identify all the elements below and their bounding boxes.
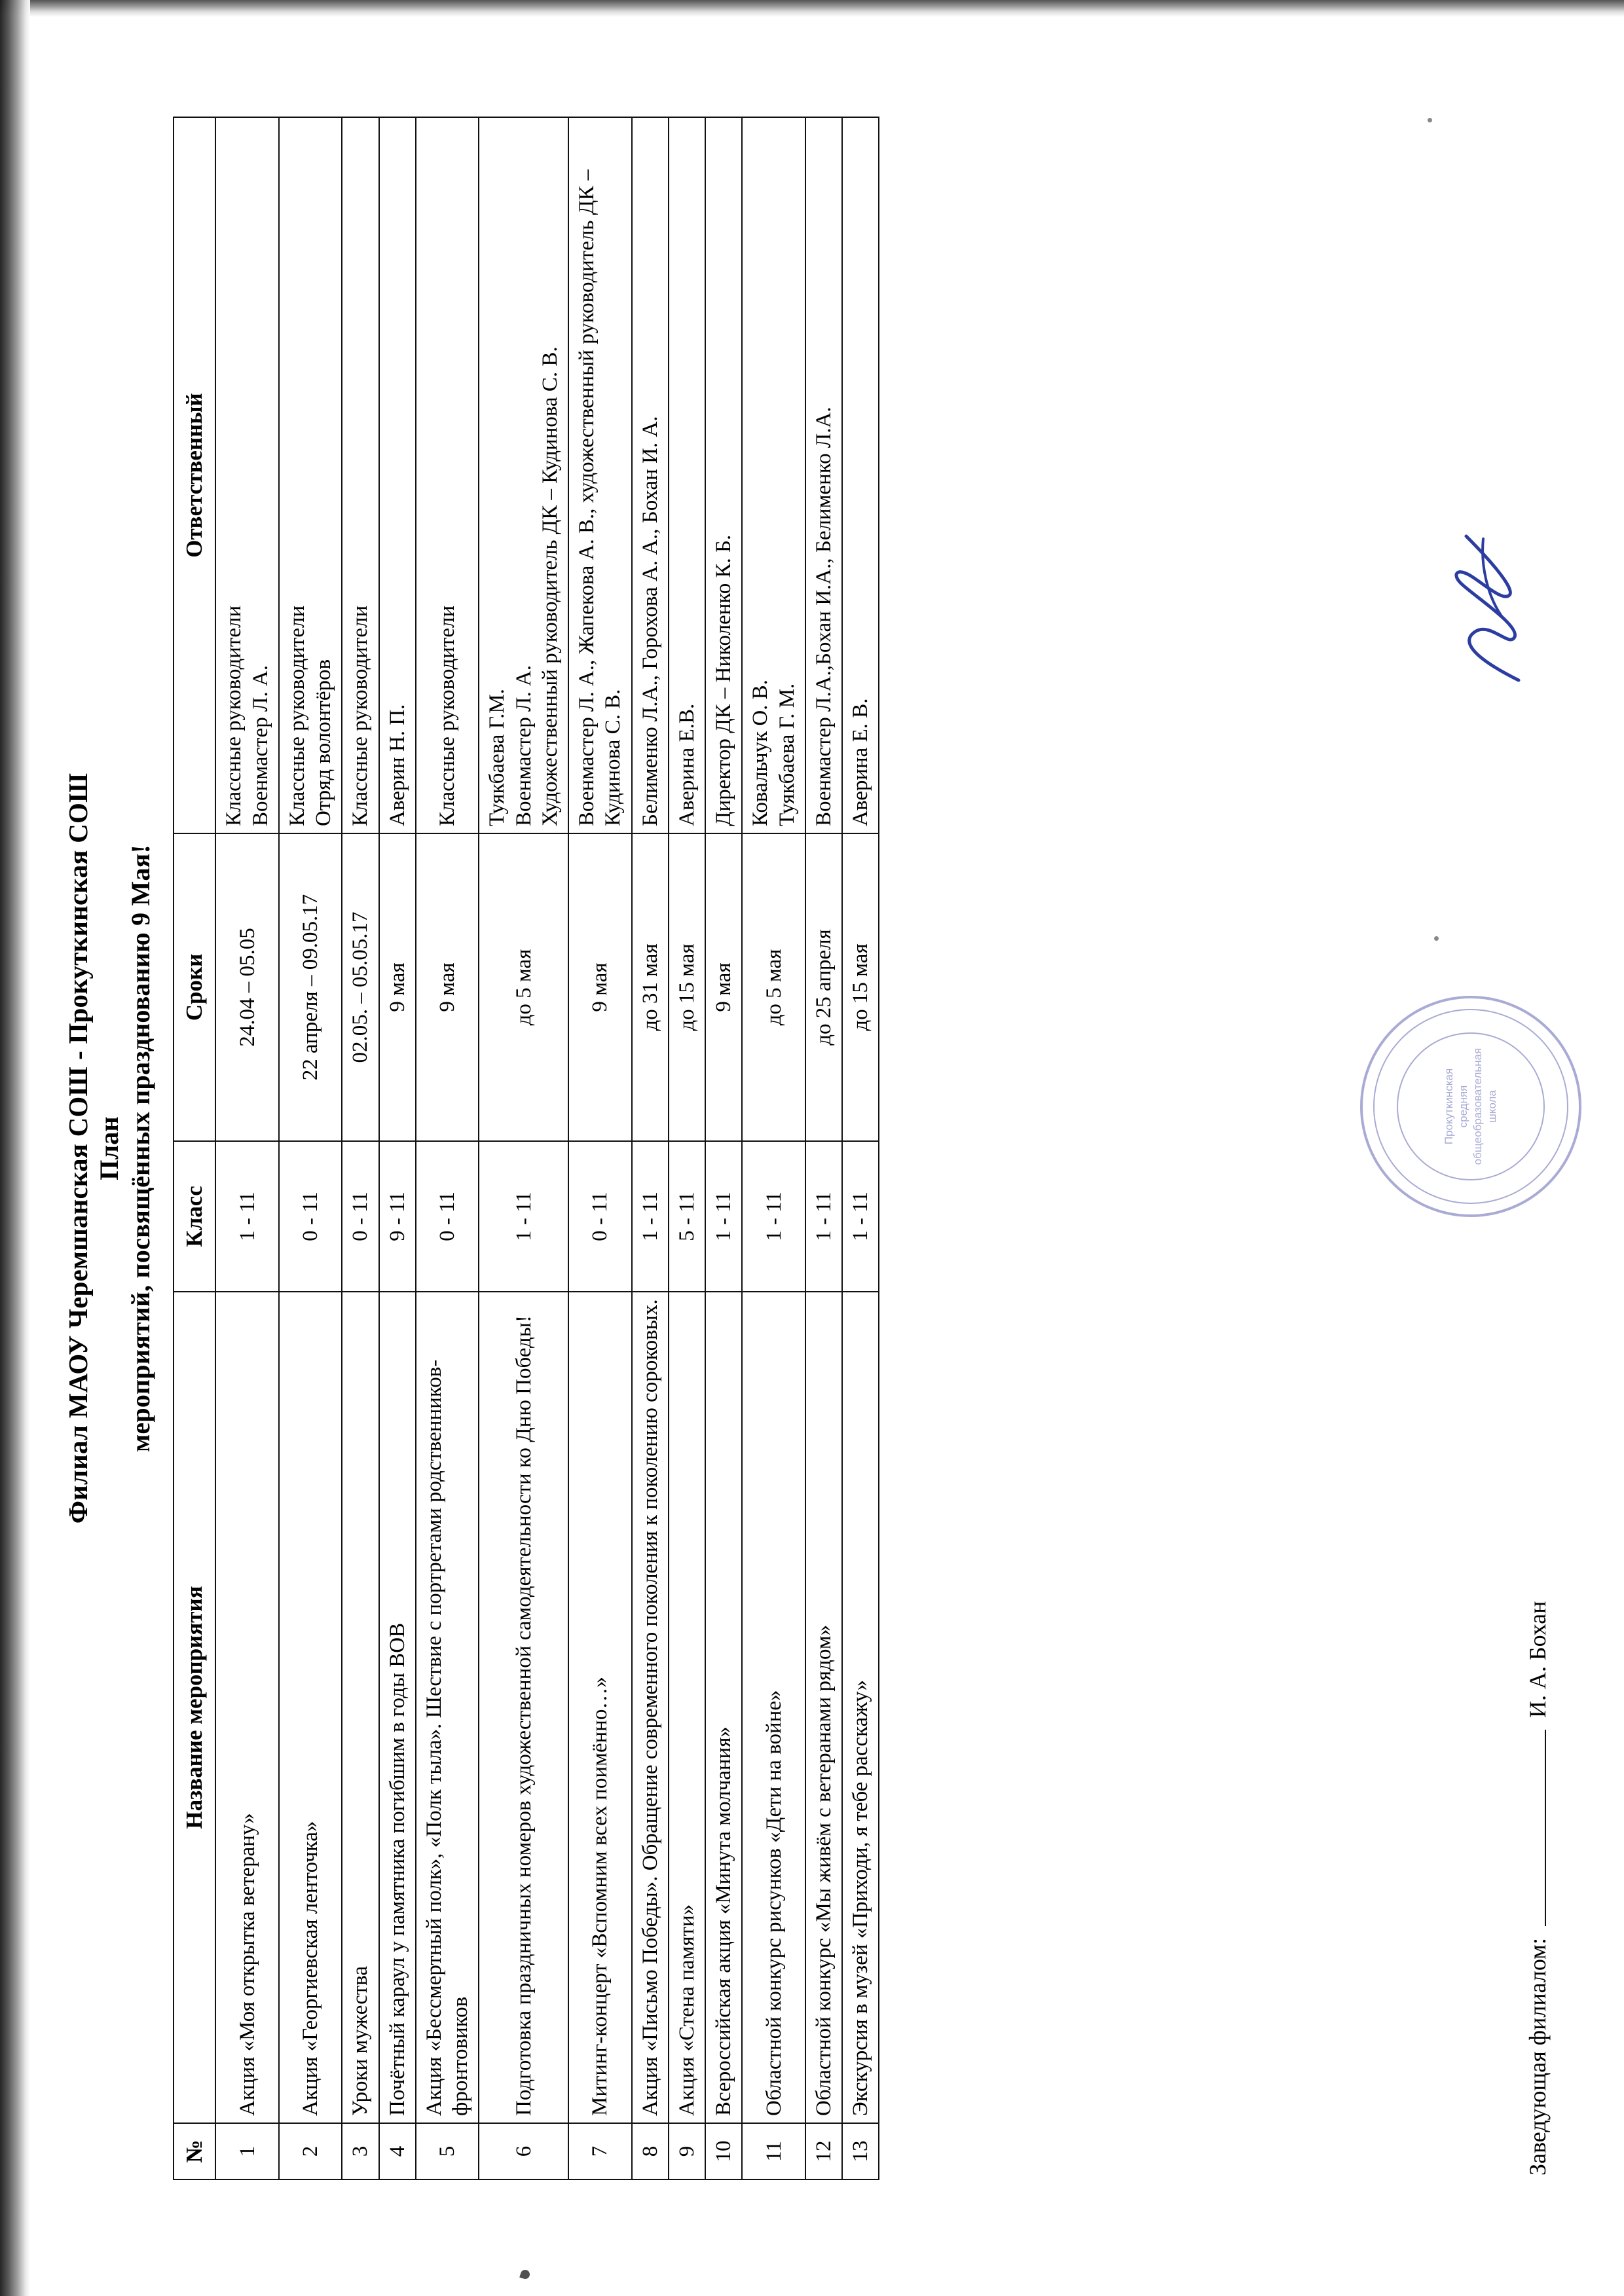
cell-name: Акция «Бессмертный полк», «Полк тыла». Шествие с портретами родственников-фронтовиков [416, 1292, 479, 2123]
table-body [215, 117, 879, 2179]
cell-name: Экскурсия в музей «Приходи, я тебе расскажу» [842, 1292, 879, 2123]
cell-class: 1 - 11 [842, 1141, 879, 1292]
column-header-dates: Сроки [174, 833, 216, 1141]
cell-dates: до 31 мая [632, 833, 669, 1141]
cell-num: 11 [742, 2123, 805, 2179]
signature-line [1544, 1730, 1546, 1926]
table-row [215, 117, 279, 2179]
cell-num: 6 [479, 2123, 568, 2179]
cell-class: 0 - 11 [279, 1141, 342, 1292]
cell-dates: 9 мая [379, 833, 416, 1141]
cell-responsible: Классные руководители Отряд волонтёров [279, 117, 342, 833]
cell-name: Акция «Стена памяти» [669, 1292, 705, 2123]
cell-name: Подготовка праздничных номеров художественной самодеятельности ко Дню Победы! [479, 1292, 568, 2123]
scan-speck-2 [1434, 936, 1439, 941]
cell-responsible: Классные руководители [342, 117, 378, 833]
table-row [742, 117, 805, 2179]
table-row [568, 117, 632, 2179]
heading-line-2: План [94, 1116, 124, 1180]
cell-dates: 02.05. – 05.05.17 [342, 833, 378, 1141]
scan-edge-left [0, 0, 30, 2296]
events-plan-table [173, 117, 880, 2180]
cell-responsible: Классные руководители Военмастер Л. А. [215, 117, 279, 833]
document-content [62, 58, 1588, 2238]
cell-num: 7 [568, 2123, 632, 2179]
cell-responsible: Аверин Н. П. [379, 117, 416, 833]
cell-num: 1 [215, 2123, 279, 2179]
heading-line-1: Филиал МАОУ Черемшанская СОШ - Прокуткинская СОШ [63, 773, 93, 1523]
cell-name: Областной конкурс рисунков «Дети на войне» [742, 1292, 805, 2123]
cell-responsible: Директор ДК – Николенко К. Б. [705, 117, 742, 833]
signature-row [1524, 58, 1551, 2238]
table-row [632, 117, 669, 2179]
cell-name: Областной конкурс «Мы живём с ветеранами рядом» [805, 1292, 842, 2123]
cell-class: 1 - 11 [479, 1141, 568, 1292]
cell-name: Акция «Моя открытка ветерану» [215, 1292, 279, 2123]
cell-class: 0 - 11 [568, 1141, 632, 1292]
cell-dates: до 5 мая [479, 833, 568, 1141]
cell-name: Митинг-концерт «Вспомним всех поимённо…» [568, 1292, 632, 2123]
rotated-document-body [49, 58, 1575, 2238]
cell-class: 0 - 11 [416, 1141, 479, 1292]
cell-dates: до 15 мая [669, 833, 705, 1141]
cell-responsible: Аверина Е. В. [842, 117, 879, 833]
document-heading [62, 58, 156, 2238]
cell-class: 9 - 11 [379, 1141, 416, 1292]
cell-responsible: Туякбаева Г.М. Военмастер Л. А. Художественный руководитель ДК – Кудинова С. В. [479, 117, 568, 833]
cell-responsible: Белименко Л.А., Горохова А. А., Бохан И. А. [632, 117, 669, 833]
cell-class: 1 - 11 [632, 1141, 669, 1292]
handwritten-signature [1447, 497, 1532, 693]
table-row [479, 117, 568, 2179]
cell-name: Акция «Письмо Победы». Обращение современного поколения к поколению сороковых. [632, 1292, 669, 2123]
scan-speck-1 [1428, 118, 1432, 122]
cell-num: 8 [632, 2123, 669, 2179]
scan-edge-top [0, 0, 1624, 17]
cell-num: 4 [379, 2123, 416, 2179]
cell-responsible: Аверина Е.В. [669, 117, 705, 833]
cell-dates: 9 мая [568, 833, 632, 1141]
cell-num: 12 [805, 2123, 842, 2179]
cell-dates: до 5 мая [742, 833, 805, 1141]
cell-class: 1 - 11 [742, 1141, 805, 1292]
cell-dates: до 25 апреля [805, 833, 842, 1141]
column-header-responsible: Ответственный [174, 117, 216, 833]
cell-responsible: Ковальчук О. В. Туякбаева Г. М. [742, 117, 805, 833]
column-header-number: № [174, 2123, 216, 2179]
cell-num: 5 [416, 2123, 479, 2179]
column-header-class: Класс [174, 1141, 216, 1292]
cell-num: 10 [705, 2123, 742, 2179]
cell-name: Уроки мужества [342, 1292, 378, 2123]
cell-dates: 9 мая [705, 833, 742, 1141]
heading-line-3: мероприятий, посвящённых празднованию 9 Мая! [125, 844, 155, 1452]
table-row [669, 117, 705, 2179]
cell-class: 1 - 11 [805, 1141, 842, 1292]
cell-num: 2 [279, 2123, 342, 2179]
table-row [279, 117, 342, 2179]
cell-num: 13 [842, 2123, 879, 2179]
table-row [379, 117, 416, 2179]
column-header-event-name: Название мероприятия [174, 1292, 216, 2123]
cell-class: 0 - 11 [342, 1141, 378, 1292]
table-row [842, 117, 879, 2179]
cell-num: 9 [669, 2123, 705, 2179]
cell-class: 1 - 11 [215, 1141, 279, 1292]
cell-responsible: Военмастер Л.А.,Бохан И.А., Белименко Л.А. [805, 117, 842, 833]
cell-name: Всероссийская акция «Минута молчания» [705, 1292, 742, 2123]
cell-responsible: Классные руководители [416, 117, 479, 833]
cell-responsible: Военмастер Л. А., Жапекова А. В., художественный руководитель ДК – Кудинова С. В. [568, 117, 632, 833]
cell-dates: до 15 мая [842, 833, 879, 1141]
cell-name: Акция «Георгиевская ленточка» [279, 1292, 342, 2123]
table-row [805, 117, 842, 2179]
table-row [342, 117, 378, 2179]
table-row [705, 117, 742, 2179]
signature-label: Заведующая филиалом: [1524, 1937, 1551, 2176]
scan-stray-mark [519, 2269, 531, 2280]
stamp-center-text: Прокуткинская средняя общеобразовательная школа [1442, 1048, 1499, 1165]
cell-class: 1 - 11 [705, 1141, 742, 1292]
cell-num: 3 [342, 2123, 378, 2179]
cell-name: Почётный караул у памятника погибшим в годы ВОВ [379, 1292, 416, 2123]
cell-dates: 9 мая [416, 833, 479, 1141]
cell-dates: 22 апреля – 09.05.17 [279, 833, 342, 1141]
signature-name: И. А. Бохан [1524, 1601, 1551, 1718]
table-header-row [174, 117, 216, 2179]
table-row [416, 117, 479, 2179]
cell-class: 5 - 11 [669, 1141, 705, 1292]
cell-dates: 24.04 – 05.05 [215, 833, 279, 1141]
